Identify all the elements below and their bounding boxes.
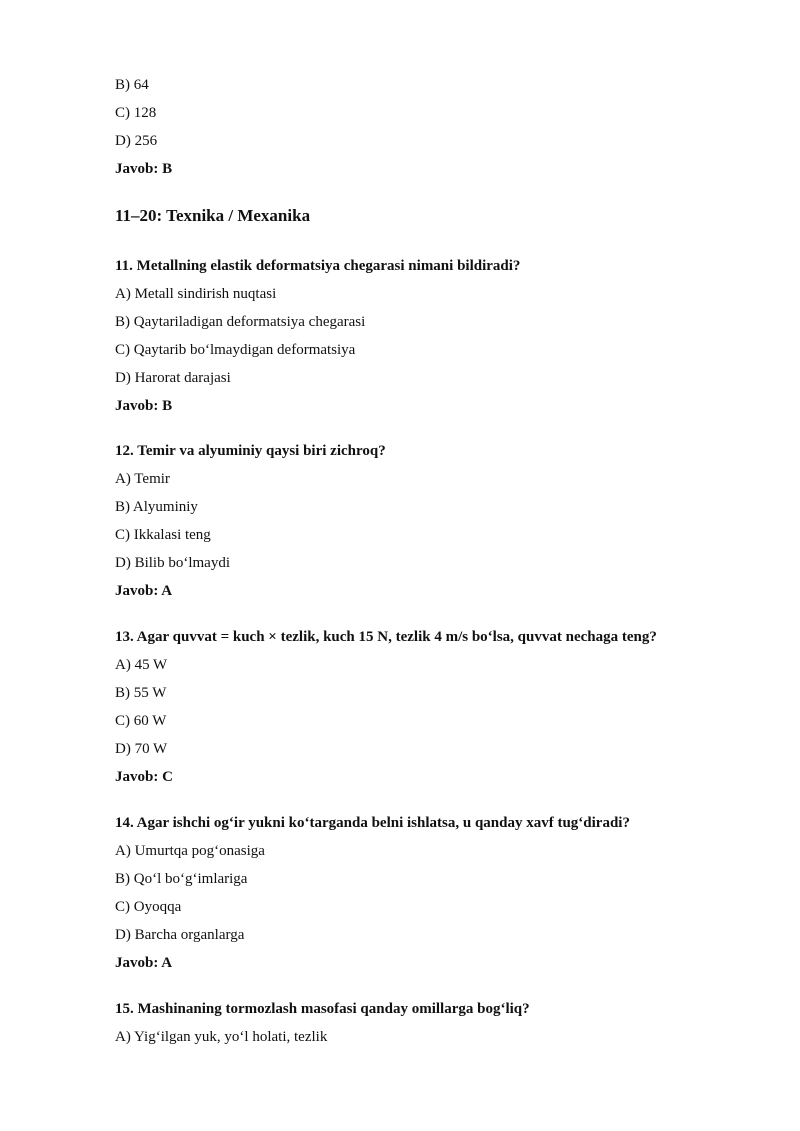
- q11-option-a: A) Metall sindirish nuqtasi: [115, 286, 277, 302]
- q11-answer: Javob: B: [115, 398, 173, 414]
- q11-option-c: C) Qaytarib bo‘lmaydigan deformatsiya: [115, 342, 356, 358]
- q12-option-d: D) Bilib bo‘lmaydi: [115, 555, 230, 571]
- q14-option-d: D) Barcha organlarga: [115, 927, 245, 943]
- question-15: 15. Mashinaning tormozlash masofasi qanday omillarga bog‘liq?: [115, 1001, 530, 1017]
- q12-option-c: C) Ikkalasi teng: [115, 527, 211, 543]
- q11-option-d: D) Harorat darajasi: [115, 370, 231, 386]
- option-b-prev: B) 64: [115, 77, 149, 93]
- section-title: 11–20: Texnika / Mexanika: [115, 206, 311, 225]
- q14-answer: Javob: A: [115, 955, 173, 971]
- q13-option-b: B) 55 W: [115, 685, 167, 701]
- q13-option-d: D) 70 W: [115, 741, 168, 757]
- q12-option-a: A) Temir: [115, 471, 170, 487]
- q13-option-a: A) 45 W: [115, 657, 168, 673]
- answer-prev: Javob: B: [115, 161, 173, 177]
- question-11: 11. Metallning elastik deformatsiya chegarasi nimani bildiradi?: [115, 258, 521, 274]
- q13-option-c: C) 60 W: [115, 713, 167, 729]
- q14-option-a: A) Umurtqa pog‘onasiga: [115, 843, 265, 859]
- q15-option-a: A) Yig‘ilgan yuk, yo‘l holati, tezlik: [115, 1029, 328, 1045]
- question-14: 14. Agar ishchi og‘ir yukni ko‘targanda belni ishlatsa, u qanday xavf tug‘diradi?: [115, 815, 630, 831]
- option-d-prev: D) 256: [115, 133, 158, 149]
- option-c-prev: C) 128: [115, 105, 157, 121]
- q13-answer: Javob: C: [115, 769, 173, 785]
- q11-option-b: B) Qaytariladigan deformatsiya chegarasi: [115, 314, 366, 330]
- question-13: 13. Agar quvvat = kuch × tezlik, kuch 15 N, tezlik 4 m/s bo‘lsa, quvvat nechaga teng?: [115, 629, 657, 645]
- q14-option-b: B) Qo‘l bo‘g‘imlariga: [115, 871, 248, 887]
- question-12: 12. Temir va alyuminiy qaysi biri zichroq?: [115, 443, 386, 459]
- q12-answer: Javob: A: [115, 583, 173, 599]
- q14-option-c: C) Oyoqqa: [115, 899, 182, 915]
- q12-option-b: B) Alyuminiy: [115, 499, 198, 515]
